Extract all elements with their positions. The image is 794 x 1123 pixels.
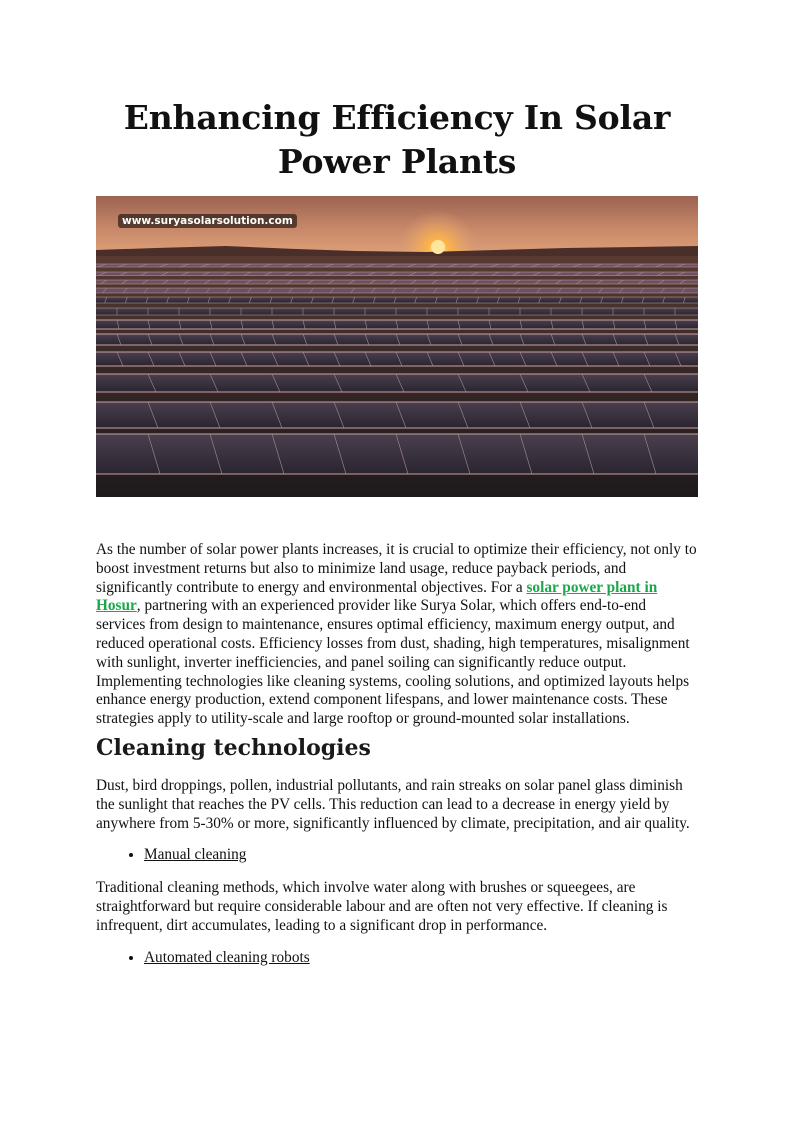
section-heading: Cleaning technologies [96,734,371,761]
list-item [144,846,698,865]
hero-image [96,196,698,497]
cleaning-paragraph-2: Traditional cleaning methods, which involve water along with brushes or squeegees, are straightforward but require considerable labour and are often not very effective. If cleaning is infrequent, dirt accumulates, leading to a significant drop in performance. [96,879,668,934]
page-title: Enhancing Efficiency In Solar Power Plants [123,98,671,181]
solar-farm-photo [96,196,698,497]
intro-text-1: As the number of solar power plants increases, it is crucial to optimize their efficiency, not only to boost investment returns but also to minimize land usage, reduce payback periods, and significantly contribute to energy and environmental objectives. For a [96,541,697,596]
bullet-list-2 [96,949,698,968]
cleaning-paragraph-1: Dust, bird droppings, pollen, industrial pollutants, and rain streaks on solar panel glass diminish the sunlight that reaches the PV cells. This reduction can lead to a decrease in energy yield by anywhere from 5-30% or more, significantly influenced by climate, precipitation, and air quality. [96,776,690,832]
bullet-list-1 [96,846,698,865]
intro-paragraph [96,541,698,729]
intro-text-2: , partnering with an experienced provider like Surya Solar, which offers end-to-end services from design to maintenance, ensures optimal efficiency, maximum energy output, and reduced operational costs. Efficiency losses from dust, shading, high temperatures, misalignment with sunlight, inverter inefficiencies, and panel soiling can significantly reduce output. Implementing technologies like cleaning systems, cooling solutions, and optimized layouts helps enhance energy production, extend component lifespans, and lower maintenance costs. These strategies apply to utility-scale and large rooftop or ground-mounted solar installations. [96,597,690,728]
image-watermark: www.suryasolarsolution.com [118,214,297,228]
bullet-manual-cleaning: Manual cleaning [144,846,247,864]
solar-power-plant-hosur-link[interactable]: solar power plant in Hosur [96,578,658,615]
bullet-automated-robots: Automated cleaning robots [144,948,310,966]
document-page [96,96,698,967]
list-item [144,949,698,968]
